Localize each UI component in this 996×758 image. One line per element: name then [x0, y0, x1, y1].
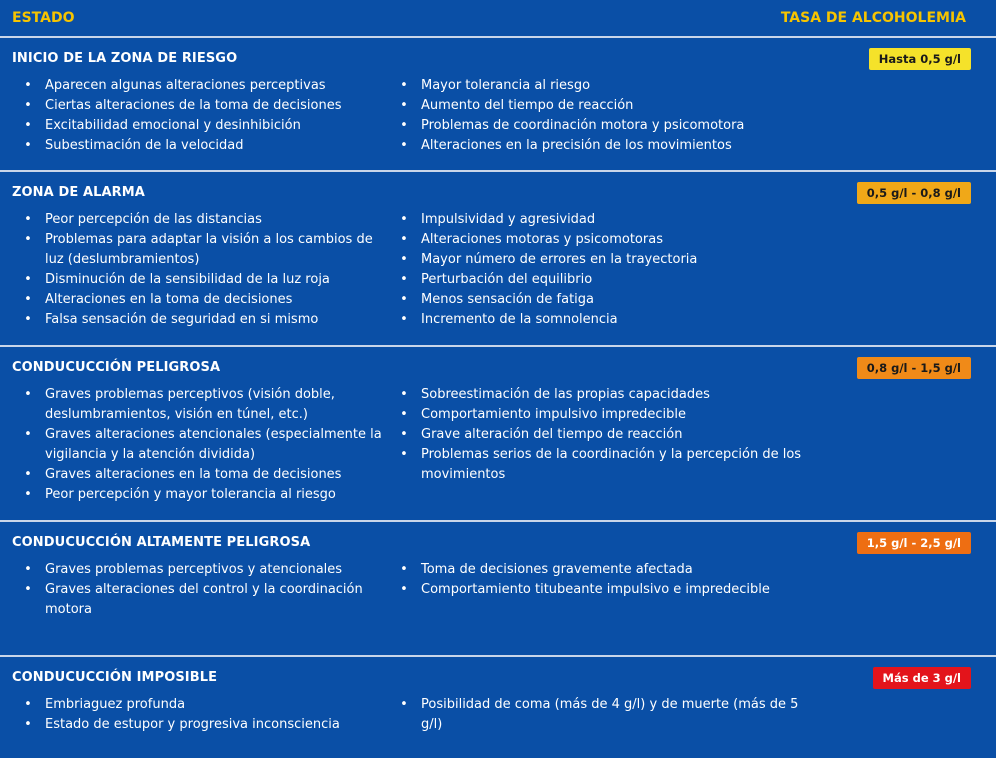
section-zona-alarma: [0, 174, 996, 347]
bullet-icon: •: [400, 232, 408, 247]
list-item-text: Aparecen algunas alteraciones perceptivas: [45, 78, 326, 93]
symptoms-left-list: [20, 695, 390, 735]
list-item: [20, 560, 390, 580]
list-item: [396, 290, 816, 310]
bullet-icon: •: [24, 467, 32, 482]
list-item: [20, 385, 390, 425]
section-title: ZONA DE ALARMA: [12, 185, 145, 200]
list-item-text: Peor percepción de las distancias: [45, 212, 262, 227]
bullet-icon: •: [24, 118, 32, 133]
list-item-text: Graves alteraciones del control y la coordinación motora: [45, 582, 363, 617]
list-item-text: Grave alteración del tiempo de reacción: [421, 427, 683, 442]
list-item: [396, 560, 816, 580]
list-item: [20, 465, 390, 485]
list-item-text: Graves problemas perceptivos (visión doble, deslumbramientos, visión en túnel, etc.): [45, 387, 335, 422]
list-item-text: Subestimación de la velocidad: [45, 138, 244, 153]
symptoms-right-list: [396, 385, 816, 485]
header-estado: ESTADO: [12, 10, 75, 26]
list-item: [20, 210, 390, 230]
list-item: [20, 76, 390, 96]
symptoms-left-list: [20, 76, 390, 156]
list-item: [20, 116, 390, 136]
list-item-text: Toma de decisiones gravemente afectada: [421, 562, 693, 577]
symptoms-right-list: [396, 560, 816, 600]
list-item-text: Comportamiento impulsivo impredecible: [421, 407, 687, 422]
list-item-text: Excitabilidad emocional y desinhibición: [45, 118, 301, 133]
section-inicio-zona-riesgo: [0, 40, 996, 172]
bullet-icon: •: [24, 387, 32, 402]
list-item: [396, 405, 816, 425]
bullet-icon: •: [24, 232, 32, 247]
list-item: [20, 715, 390, 735]
rate-badge: 0,8 g/l - 1,5 g/l: [857, 357, 971, 379]
list-item: [20, 425, 390, 465]
list-item: [20, 485, 390, 505]
list-item: [20, 136, 390, 156]
list-item-text: Posibilidad de coma (más de 4 g/l) y de muerte (más de 5 g/l): [421, 697, 799, 732]
list-item-text: Sobreestimación de las propias capacidades: [421, 387, 710, 402]
symptoms-right-list: [396, 695, 816, 735]
list-item-text: Falsa sensación de seguridad en si mismo: [45, 312, 319, 327]
list-item-text: Ciertas alteraciones de la toma de decisiones: [45, 98, 342, 113]
rate-badge: Más de 3 g/l: [873, 667, 971, 689]
bullet-icon: •: [24, 98, 32, 113]
symptoms-left-list: [20, 560, 390, 620]
list-item-text: Mayor tolerancia al riesgo: [421, 78, 591, 93]
list-item: [396, 116, 816, 136]
bullet-icon: •: [400, 78, 408, 93]
list-item-text: Problemas para adaptar la visión a los cambios de luz (deslumbramientos): [45, 232, 373, 267]
list-item-text: Menos sensación de fatiga: [421, 292, 594, 307]
list-item: [396, 76, 816, 96]
list-item: [20, 290, 390, 310]
list-item: [396, 96, 816, 116]
bullet-icon: •: [24, 697, 32, 712]
symptoms-right-list: [396, 210, 816, 330]
list-item-text: Graves problemas perceptivos y atencionales: [45, 562, 343, 577]
section-conduccion-peligrosa: [0, 349, 996, 522]
bullet-icon: •: [400, 292, 408, 307]
bullet-icon: •: [24, 272, 32, 287]
list-item-text: Comportamiento titubeante impulsivo e impredecible: [421, 582, 770, 597]
list-item-text: Perturbación del equilibrio: [421, 272, 593, 287]
symptoms-right-list: [396, 76, 816, 156]
list-item-text: Aumento del tiempo de reacción: [421, 98, 634, 113]
list-item-text: Graves alteraciones en la toma de decisiones: [45, 467, 342, 482]
rate-badge: 1,5 g/l - 2,5 g/l: [857, 532, 971, 554]
bullet-icon: •: [24, 487, 32, 502]
bullet-icon: •: [400, 98, 408, 113]
list-item: [20, 695, 390, 715]
bullet-icon: •: [24, 212, 32, 227]
list-item-text: Peor percepción y mayor tolerancia al riesgo: [45, 487, 336, 502]
bullet-icon: •: [400, 272, 408, 287]
bullet-icon: •: [400, 562, 408, 577]
bullet-icon: •: [400, 447, 408, 462]
list-item: [396, 270, 816, 290]
rate-badge: 0,5 g/l - 0,8 g/l: [857, 182, 971, 204]
list-item-text: Mayor número de errores en la trayectoria: [421, 252, 698, 267]
bullet-icon: •: [400, 582, 408, 597]
list-item: [396, 310, 816, 330]
list-item: [396, 136, 816, 156]
bullet-icon: •: [400, 387, 408, 402]
list-item: [396, 425, 816, 445]
list-item: [20, 96, 390, 116]
section-conduccion-imposible: [0, 659, 996, 758]
bullet-icon: •: [24, 138, 32, 153]
list-item-text: Alteraciones en la toma de decisiones: [45, 292, 293, 307]
bullet-icon: •: [400, 252, 408, 267]
list-item-text: Disminución de la sensibilidad de la luz roja: [45, 272, 330, 287]
list-item-text: Problemas serios de la coordinación y la percepción de los movimientos: [421, 447, 802, 482]
list-item: [396, 250, 816, 270]
bullet-icon: •: [400, 212, 408, 227]
list-item: [396, 580, 816, 600]
bullet-icon: •: [400, 427, 408, 442]
section-title: CONDUCUCCIÓN PELIGROSA: [12, 360, 221, 375]
bullet-icon: •: [24, 312, 32, 327]
table-header: [0, 0, 996, 38]
rate-badge: Hasta 0,5 g/l: [869, 48, 971, 70]
header-tasa-alcoholemia: TASA DE ALCOHOLEMIA: [780, 10, 966, 26]
bullet-icon: •: [400, 138, 408, 153]
list-item: [20, 310, 390, 330]
bullet-icon: •: [24, 427, 32, 442]
bullet-icon: •: [400, 118, 408, 133]
symptoms-left-list: [20, 385, 390, 505]
list-item-text: Incremento de la somnolencia: [421, 312, 618, 327]
list-item: [396, 230, 816, 250]
section-conduccion-altamente-peligrosa: [0, 524, 996, 657]
list-item-text: Impulsividad y agresividad: [421, 212, 596, 227]
bullet-icon: •: [24, 78, 32, 93]
list-item-text: Estado de estupor y progresiva inconsciencia: [45, 717, 340, 732]
section-title: CONDUCUCCIÓN IMPOSIBLE: [12, 670, 218, 685]
list-item: [20, 580, 390, 620]
bullet-icon: •: [400, 407, 408, 422]
list-item: [396, 695, 816, 735]
list-item: [20, 270, 390, 290]
bullet-icon: •: [24, 292, 32, 307]
list-item-text: Embriaguez profunda: [45, 697, 186, 712]
list-item: [20, 230, 390, 270]
symptoms-left-list: [20, 210, 390, 330]
list-item: [396, 385, 816, 405]
bullet-icon: •: [400, 312, 408, 327]
bullet-icon: •: [400, 697, 408, 712]
list-item-text: Graves alteraciones atencionales (especialmente la vigilancia y la atención dividida): [45, 427, 382, 462]
section-title: INICIO DE LA ZONA DE RIESGO: [12, 51, 238, 66]
bullet-icon: •: [24, 582, 32, 597]
list-item: [396, 210, 816, 230]
list-item-text: Problemas de coordinación motora y psicomotora: [421, 118, 745, 133]
bullet-icon: •: [24, 717, 32, 732]
list-item-text: Alteraciones en la precisión de los movimientos: [421, 138, 732, 153]
list-item-text: Alteraciones motoras y psicomotoras: [421, 232, 663, 247]
bullet-icon: •: [24, 562, 32, 577]
section-title: CONDUCUCCIÓN ALTAMENTE PELIGROSA: [12, 535, 311, 550]
list-item: [396, 445, 816, 485]
